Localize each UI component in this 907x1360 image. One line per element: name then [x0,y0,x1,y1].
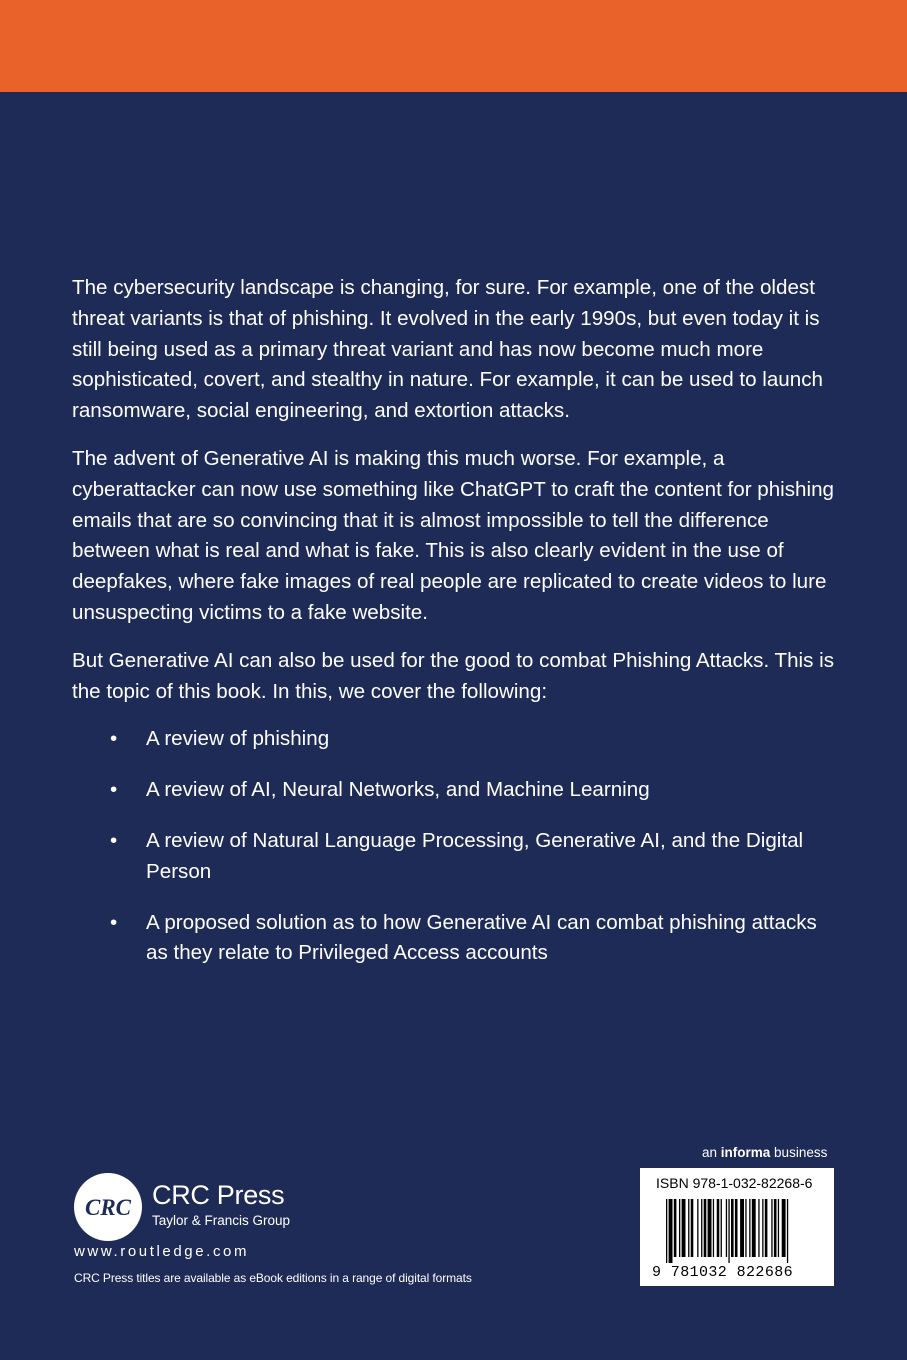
barcode-bar [762,1199,763,1257]
barcode-bar [666,1199,667,1263]
barcode-bar [674,1199,677,1257]
list-item-text: A review of Natural Language Processing, Generative AI, and the Digital Person [146,828,804,883]
isbn-barcode [640,1168,834,1286]
barcode-bar [701,1199,702,1257]
barcode-bar [778,1199,779,1257]
barcode-bar [774,1199,777,1257]
list-item [72,775,842,806]
barcode-bar [721,1199,722,1257]
bullet-icon: • [110,828,118,852]
isbn-label: ISBN 978-1-032-82268-6 [656,1175,813,1191]
ebook-note: CRC Press titles are available as eBook editions in a range of digital formats [74,1271,472,1285]
barcode-bar [697,1199,698,1257]
list-item-text: A proposed solution as to how Generative AI can combat phishing attacks as they relate to Privileged Access accounts [146,910,817,965]
barcode-bar [731,1199,734,1257]
informa-suffix: business [770,1145,828,1160]
back-cover-blurb [72,273,842,989]
barcode-bar [752,1199,756,1257]
crc-logo-icon [73,1172,143,1242]
barcode-bar [749,1199,750,1257]
barcode-bar [728,1199,729,1263]
informa-brand: informa [720,1145,771,1160]
barcode-bars-icon [666,1199,812,1263]
barcode-bar [740,1199,744,1257]
blurb-paragraph-3: But Generative AI can also be used for the good to combat Phishing Attacks. This is the topic of this book. In this, we cover the following: [72,648,835,703]
list-item-text: A review of AI, Neural Networks, and Machine Learning [146,778,650,802]
barcode-bar [726,1199,727,1257]
blurb-paragraph-2: The advent of Generative AI is making this much worse. For example, a cyberattacker can now use something like ChatGPT to craft the content for phishing emails that are so convincing that it is almost impossible to tell the difference between what is real and what is fake. This is also clearly evident in the use of deepfakes, where fake images of real people are replicated to create videos to lure unsuspecting victims to a fake website. [72,446,834,624]
bullet-icon: • [110,778,118,802]
blurb-paragraph-1: The cybersecurity landscape is changing, for sure. For example, one of the oldest threat variants is that of phishing. It evolved in the early 1990s, but even today it is still being used as a primary threat variant and has now become much more sophisticated, covert, and stealthy in nature. For example, it can be used to launch ransomware, social engineering, and extortion attacks. [72,276,823,423]
barcode-bar [708,1199,712,1257]
list-item-text: A review of phishing [146,727,330,751]
barcode-bar [765,1199,768,1257]
barcode-bar [713,1199,714,1257]
publisher-group: Taylor & Francis Group [152,1213,291,1228]
list-item [72,908,842,970]
barcode-bar [682,1199,686,1257]
barcode-bar [787,1199,788,1263]
barcode-bar [704,1199,707,1257]
barcode-digits: 9 781032 822686 [652,1264,794,1281]
top-orange-band [0,0,907,92]
topics-list [72,724,842,969]
barcode-bar [782,1199,786,1257]
publisher-url: www.routledge.com [74,1243,250,1260]
barcode-bar [735,1199,738,1257]
informa-tagline [702,1145,827,1160]
list-item [72,826,842,888]
barcode-bar [669,1199,673,1263]
list-item [72,724,842,755]
barcode-bar [688,1199,689,1257]
barcode-bar [691,1199,694,1257]
barcode-bar [717,1199,720,1257]
barcode-bar [771,1199,772,1257]
barcode-bar [758,1199,759,1257]
barcode-bar [679,1199,680,1257]
barcode-bar [745,1199,746,1257]
crc-logo-text: CRC [84,1195,132,1220]
bullet-icon: • [110,727,118,751]
informa-prefix: an [702,1145,721,1160]
bullet-icon: • [110,910,118,934]
publisher-name: CRC Press [152,1180,285,1210]
